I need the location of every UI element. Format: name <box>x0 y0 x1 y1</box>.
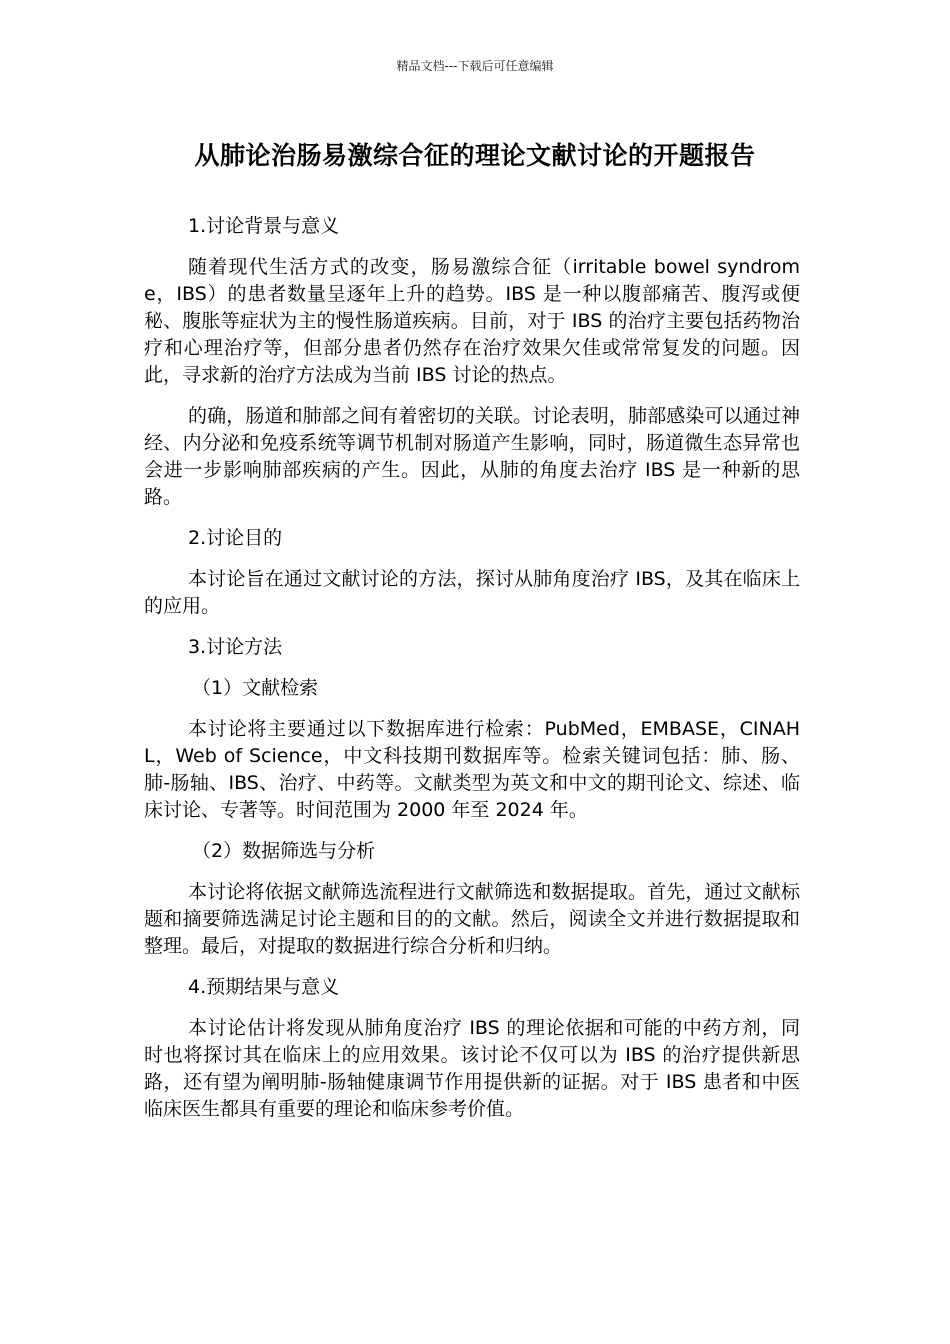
paragraph-data-screening: 本讨论将依据文献筛选流程进行文献筛选和数据提取。首先，通过文献标题和摘要筛选满足讨论主题和目的的文献。然后，阅读全文并进行数据提取和整理。最后，对提取的数据进行综合分析和归纳。 <box>144 881 800 957</box>
paragraph-background-2: 的确，肠道和肺部之间有着密切的关联。讨论表明，肺部感染可以通过神经、内分泌和免疫系统等调节机制对肠道产生影响，同时，肠道微生态异常也会进一步影响肺部疾病的产生。因此，从肺的角度去治疗 IBS 是一种新的思路。 <box>144 405 800 508</box>
paragraph-background-1: 随着现代生活方式的改变，肠易激综合征（irritable bowel syndrome，IBS）的患者数量呈逐年上升的趋势。IBS 是一种以腹部痛苦、腹泻或便秘、腹胀等症状为主的慢性肠道疾病。目前，对于 IBS 的治疗主要包括药物治疗和心理治疗等，但部分患者仍然存在治疗效果欠佳或常常复发的问题。因此，寻求新的治疗方法成为当前 IBS 讨论的热点。 <box>144 256 800 386</box>
subheading-data-screening: （2）数据筛选与分析 <box>192 840 376 862</box>
page-title: 从肺论治肠易激综合征的理论文献讨论的开题报告 <box>194 141 756 170</box>
paragraph-purpose: 本讨论旨在通过文献讨论的方法，探讨从肺角度治疗 IBS，及其在临床上的应用。 <box>144 568 800 617</box>
document-body <box>144 213 800 1137</box>
section-heading-expected-results: 4.预期结果与意义 <box>188 976 340 998</box>
section-heading-background: 1.讨论背景与意义 <box>188 215 340 237</box>
section-heading-purpose: 2.讨论目的 <box>188 527 283 549</box>
header-note: 精品文档---下载后可任意编辑 <box>396 59 554 73</box>
subheading-literature-search: （1）文献检索 <box>192 677 319 699</box>
paragraph-literature-search: 本讨论将主要通过以下数据库进行检索：PubMed，EMBASE，CINAHL，Web of Science，中文科技期刊数据库等。检索关键词包括：肺、肠、肺-肠轴、IBS、治疗、中药等。文献类型为英文和中文的期刊论文、综述、临床讨论、专著等。时间范围为 2000 年至 2024 年。 <box>144 718 800 821</box>
section-heading-methods: 3.讨论方法 <box>188 636 283 658</box>
paragraph-expected-results: 本讨论估计将发现从肺角度治疗 IBS 的理论依据和可能的中药方剂，同时也将探讨其在临床上的应用效果。该讨论不仅可以为 IBS 的治疗提供新思路，还有望为阐明肺-肠轴健康调节作用提供新的证据。对于 IBS 患者和中医临床医生都具有重要的理论和临床参考价值。 <box>144 1017 800 1120</box>
